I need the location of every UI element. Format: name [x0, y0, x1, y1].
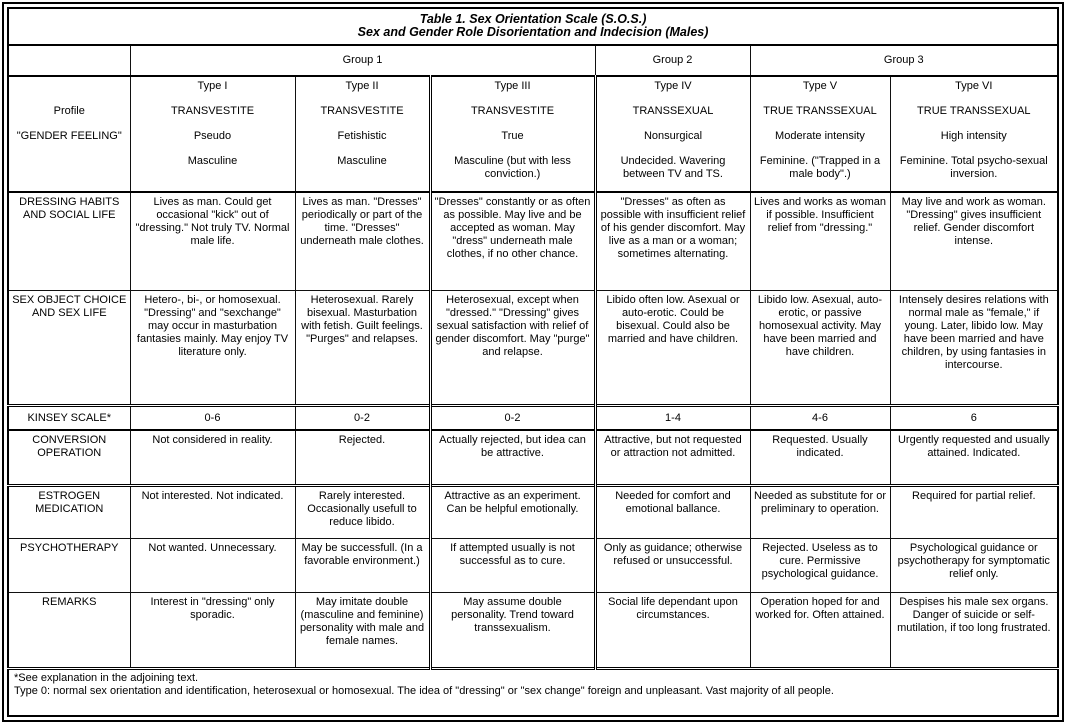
data-cell: May be successfull. (In a favorable environment.) — [295, 539, 430, 593]
group-header-2: Group 2 — [595, 45, 750, 76]
data-cell: May imitate double (masculine and feminine) personality with male and female names. — [295, 593, 430, 669]
type-label: Type IV — [654, 79, 692, 92]
type-feeling: Feminine. Total psycho-sexual inversion. — [899, 154, 1048, 180]
profile-label-line2: "GENDER FEELING" — [16, 129, 122, 142]
table-row — [8, 593, 1058, 669]
type-label: Type III — [494, 79, 531, 92]
type-name: TRUE TRANSSEXUAL — [917, 104, 1031, 117]
profile-label-line1: Profile — [53, 104, 85, 117]
data-cell: Required for partial relief. — [890, 485, 1058, 538]
data-cell: Attractive as an experiment. Can be helpful emotionally. — [430, 485, 595, 538]
data-cell: 6 — [890, 406, 1058, 431]
data-cell: Libido low. Asexual, auto-erotic, or passive homosexual activity. May have been married and have children. — [750, 291, 890, 406]
type-label: Type VI — [955, 79, 993, 92]
row-label: CONVERSION OPERATION — [8, 430, 130, 485]
type-label: Type I — [197, 79, 228, 92]
data-cell: Heterosexual. Rarely bisexual. Masturbation with fetish. Guilt feelings. "Purges" and relapses. — [295, 291, 430, 406]
type-header-cell — [750, 76, 890, 193]
row-label: PSYCHOTHERAPY — [8, 539, 130, 593]
data-cell: 1-4 — [595, 406, 750, 431]
data-cell: 4-6 — [750, 406, 890, 431]
data-cell: 0-2 — [430, 406, 595, 431]
type-name: TRANSVESTITE — [320, 104, 404, 117]
type-subtype: Pseudo — [193, 129, 232, 142]
row-label: ESTROGEN MEDICATION — [8, 485, 130, 538]
row-label: REMARKS — [8, 593, 130, 669]
table-row — [8, 406, 1058, 431]
profile-row — [8, 76, 1058, 193]
type-name: TRANSVESTITE — [470, 104, 555, 117]
table-row — [8, 291, 1058, 406]
type-subtype: Fetishistic — [337, 129, 387, 142]
data-cell: Operation hoped for and worked for. Often attained. — [750, 593, 890, 669]
data-cell: Intensely desires relations with normal male as "female," if young. Later, libido low. May have been married and have children, by using fantasies in intercourse. — [890, 291, 1058, 406]
data-cell: Heterosexual, except when "dressed." "Dressing" gives sexual satisfaction with relief of gender discomfort. May "purge" and relapse. — [430, 291, 595, 406]
table-row — [8, 485, 1058, 538]
data-cell: Despises his male sex organs. Danger of suicide or self-mutilation, if too long frustrated. — [890, 593, 1058, 669]
type-feeling: Masculine — [337, 154, 387, 167]
table-title — [8, 8, 1058, 45]
type-header-cell — [295, 76, 430, 193]
data-cell: Not interested. Not indicated. — [130, 485, 295, 538]
type-header-cell — [430, 76, 595, 193]
footnote-row — [8, 669, 1058, 716]
row-label: KINSEY SCALE* — [8, 406, 130, 431]
data-cell: 0-6 — [130, 406, 295, 431]
sos-table — [7, 7, 1059, 717]
data-cell: Lives as man. Could get occasional "kick" out of "dressing." Not truly TV. Normal male life. — [130, 192, 295, 290]
type-name: TRANSVESTITE — [170, 104, 255, 117]
data-cell: Needed as substitute for or preliminary to operation. — [750, 485, 890, 538]
row-label: SEX OBJECT CHOICE AND SEX LIFE — [8, 291, 130, 406]
type-subtype: Nonsurgical — [643, 129, 703, 142]
type-feeling: Masculine — [187, 154, 238, 167]
data-cell: Requested. Usually indicated. — [750, 430, 890, 485]
table-row — [8, 192, 1058, 290]
data-cell: "Dresses" constantly or as often as possible. May live and be accepted as woman. May "dress" underneath male clothes, if no other chance. — [430, 192, 595, 290]
type-name: TRANSSEXUAL — [632, 104, 714, 117]
data-cell: Lives as man. "Dresses" periodically or part of the time. "Dresses" underneath male clothes. — [295, 192, 430, 290]
data-cell: Needed for comfort and emotional ballance. — [595, 485, 750, 538]
data-cell: Not wanted. Unnecessary. — [130, 539, 295, 593]
type-feeling: Feminine. ("Trapped in a male body".) — [759, 154, 881, 180]
data-cell: Libido often low. Asexual or auto-erotic. Could be bisexual. Could also be married and have children. — [595, 291, 750, 406]
group-header-row — [8, 45, 1058, 76]
data-cell: Rejected. Useless as to cure. Permissive psychological guidance. — [750, 539, 890, 593]
type-name: TRUE TRANSSEXUAL — [763, 104, 877, 117]
table-row — [8, 539, 1058, 593]
data-cell: Lives and works as woman if possible. Insufficient relief from "dressing." — [750, 192, 890, 290]
data-cell: Urgently requested and usually attained. Indicated. — [890, 430, 1058, 485]
type-subtype: True — [501, 129, 524, 142]
data-cell: 0-2 — [295, 406, 430, 431]
data-cell: Attractive, but not requested or attraction not admitted. — [595, 430, 750, 485]
type-header-cell — [890, 76, 1058, 193]
table-row — [8, 430, 1058, 485]
data-cell: Interest in "dressing" only sporadic. — [130, 593, 295, 669]
table-title-line2: Sex and Gender Role Disorientation and Indecision (Males) — [357, 25, 709, 40]
type-feeling: Masculine (but with less conviction.) — [454, 154, 571, 180]
type-label: Type V — [802, 79, 838, 92]
data-cell: Hetero-, bi-, or homosexual. "Dressing" and "sexchange" may occur in masturbation fantasies mainly. May enjoy TV literature only. — [130, 291, 295, 406]
data-cell: Rejected. — [295, 430, 430, 485]
row-label: DRESSING HABITS AND SOCIAL LIFE — [8, 192, 130, 290]
data-cell: If attempted usually is not successful as to cure. — [430, 539, 595, 593]
table-frame — [2, 2, 1064, 722]
table-title-line1: Table 1. Sex Orientation Scale (S.O.S.) — [419, 12, 647, 27]
type-subtype: Moderate intensity — [775, 129, 865, 142]
footnote-line2: Type 0: normal sex orientation and identification, heterosexual or homosexual. The idea of "dressing" or "sex change" foreign and unpleasant. Vast majority of all people. — [14, 685, 834, 698]
type-header-cell — [595, 76, 750, 193]
data-cell: Not considered in reality. — [130, 430, 295, 485]
type-header-cell — [130, 76, 295, 193]
data-cell: "Dresses" as often as possible with insufficient relief of his gender discomfort. May live as a man or a woman; sometimes alternating. — [595, 192, 750, 290]
data-cell: Social life dependant upon circumstances. — [595, 593, 750, 669]
title-row — [8, 8, 1058, 45]
type-subtype: High intensity — [940, 129, 1007, 142]
data-cell: Actually rejected, but idea can be attractive. — [430, 430, 595, 485]
type-feeling: Undecided. Wavering between TV and TS. — [620, 154, 726, 180]
footnote — [8, 669, 1058, 716]
data-cell: May live and work as woman. "Dressing" gives insufficient relief. Gender discomfort intense. — [890, 192, 1058, 290]
footnote-line1: *See explanation in the adjoining text. — [14, 672, 199, 685]
type-label: Type II — [345, 79, 379, 92]
spacer — [12, 80, 127, 105]
data-cell: Rarely interested. Occasionally usefull to reduce libido. — [295, 485, 430, 538]
group-header-3: Group 3 — [750, 45, 1058, 76]
group-header-1: Group 1 — [130, 45, 595, 76]
data-cell: May assume double personality. Trend toward transsexualism. — [430, 593, 595, 669]
group-header-empty — [8, 45, 130, 76]
data-cell: Only as guidance; otherwise refused or unsuccessful. — [595, 539, 750, 593]
profile-row-label — [8, 76, 130, 193]
data-cell: Psychological guidance or psychotherapy for symptomatic relief only. — [890, 539, 1058, 593]
